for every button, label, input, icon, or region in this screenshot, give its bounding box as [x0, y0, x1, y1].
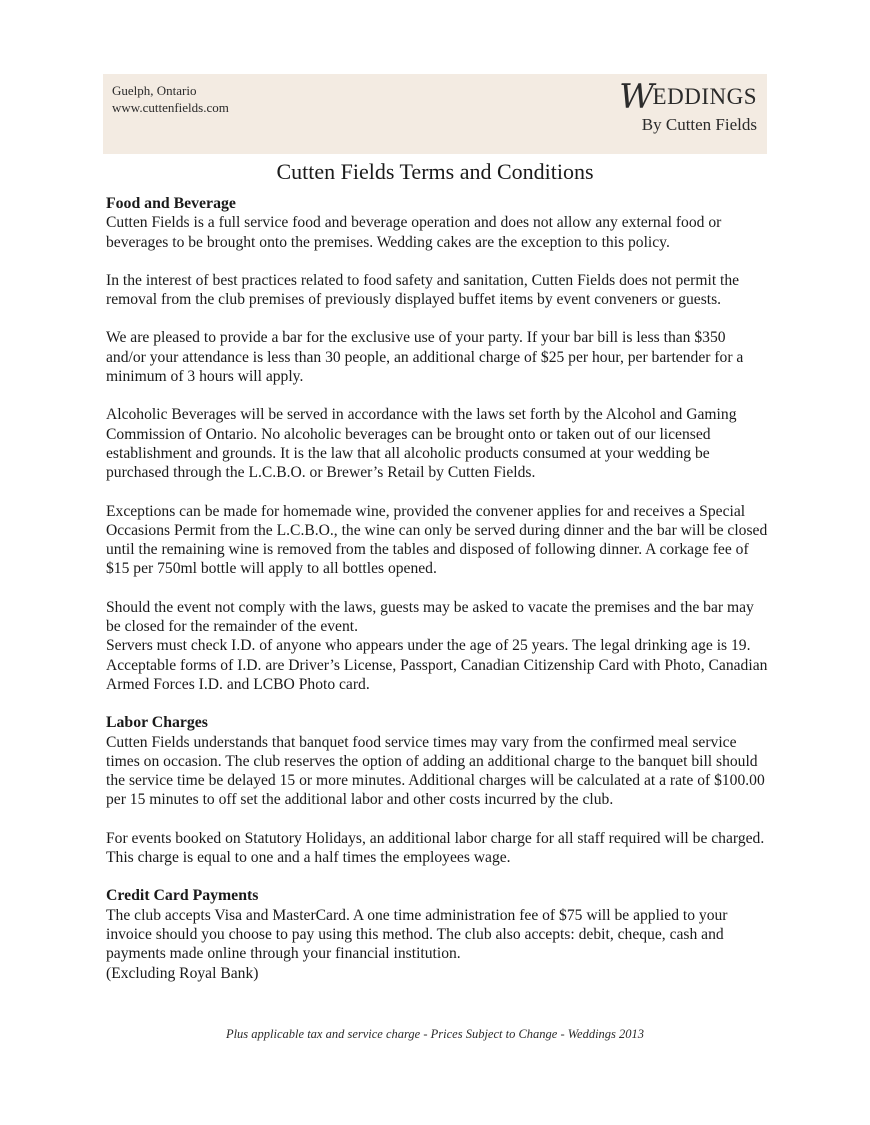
labor-paragraph-2: For events booked on Statutory Holidays, an additional labor charge for all staff required will be charged. This charge is equal to one and a half times the employees wage. [106, 829, 765, 867]
food-paragraph-1: Cutten Fields is a full service food and beverage operation and does not allow any external food or beverages to be brought onto the premises. Wedding cakes are the exception to this policy. [106, 214, 722, 251]
section-heading-credit: Credit Card Payments [106, 887, 259, 905]
credit-paragraph-1: The club accepts Visa and MasterCard. A one time administration fee of $75 will be applied to your invoice should you choose to pay using this method. The club also accepts: debit, cheque, cash and payments made online through your financial institution. [106, 906, 728, 963]
food-paragraph-2: In the interest of best practices related to food safety and sanitation, Cutten Fields does not permit the removal from the club premises of previously displayed buffet items by event conveners or guests. [106, 271, 740, 309]
weddings-logo [619, 77, 757, 117]
food-paragraph-4: Alcoholic Beverages will be served in accordance with the laws set forth by the Alcohol and Gaming Commission of Ontario. No alcoholic beverages can be brought onto or taken out of our licensed establishment and grounds. It is the law that all alcoholic products consumed at your wedding be purchased through the L.C.B.O. or Brewer’s Retail by Cutten Fields. [106, 406, 737, 482]
brand-logo-block [619, 77, 757, 136]
credit-paragraph-2: (Excluding Royal Bank) [106, 964, 259, 982]
section-heading-food: Food and Beverage [106, 195, 236, 212]
header-band [103, 74, 767, 154]
section-heading-labor: Labor Charges [106, 714, 208, 732]
food-paragraph-6: Should the event not comply with the laws, guests may be asked to vacate the premises and the bar may be closed for the remainder of the event. [106, 598, 754, 636]
terms-content [106, 194, 768, 983]
logo-text: EDDINGS [652, 84, 757, 109]
food-paragraph-7: Servers must check I.D. of anyone who appears under the age of 25 years. The legal drinking age is 19. Acceptable forms of I.D. are Driver’s License, Passport, Canadian Citizenship Card with Photo, Canadian Armed Forces I.D. and LCBO Photo card. [106, 637, 768, 693]
location-text: Guelph, Ontario [112, 83, 197, 98]
logo-initial: W [619, 77, 655, 117]
food-paragraph-5: Exceptions can be made for homemade wine, provided the convener applies for and receives a Special Occasions Permit from the L.C.B.O., the wine can only be served during dinner and the bar will be closed until the remaining wine is removed from the tables and disposed of following dinner. A corkage fee of $15 per 750ml bottle will apply to all bottles opened. [106, 502, 768, 578]
labor-paragraph-1: Cutten Fields understands that banquet food service times may vary from the confirmed meal service times on occasion. The club reserves the option of adding an additional charge to the banquet bill should the service time be delayed 15 or more minutes. Additional charges will be calculated at a rate of $100.00 per 15 minutes to off set the additional labor and other costs incurred by the club. [106, 733, 765, 809]
website-link[interactable]: www.cuttenfields.com [112, 100, 229, 115]
brand-subtitle: By Cutten Fields [641, 115, 757, 134]
food-paragraph-3: We are pleased to provide a bar for the exclusive use of your party. If your bar bill is less than $350 and/or your attendance is less than 30 people, an additional charge of $25 per hour, per bartender for a minimum of 3 hours will apply. [106, 329, 744, 386]
page-title: Cutten Fields Terms and Conditions [276, 159, 594, 184]
page-footer: Plus applicable tax and service charge - Prices Subject to Change - Weddings 2013 [225, 1027, 645, 1041]
contact-info [112, 82, 229, 116]
